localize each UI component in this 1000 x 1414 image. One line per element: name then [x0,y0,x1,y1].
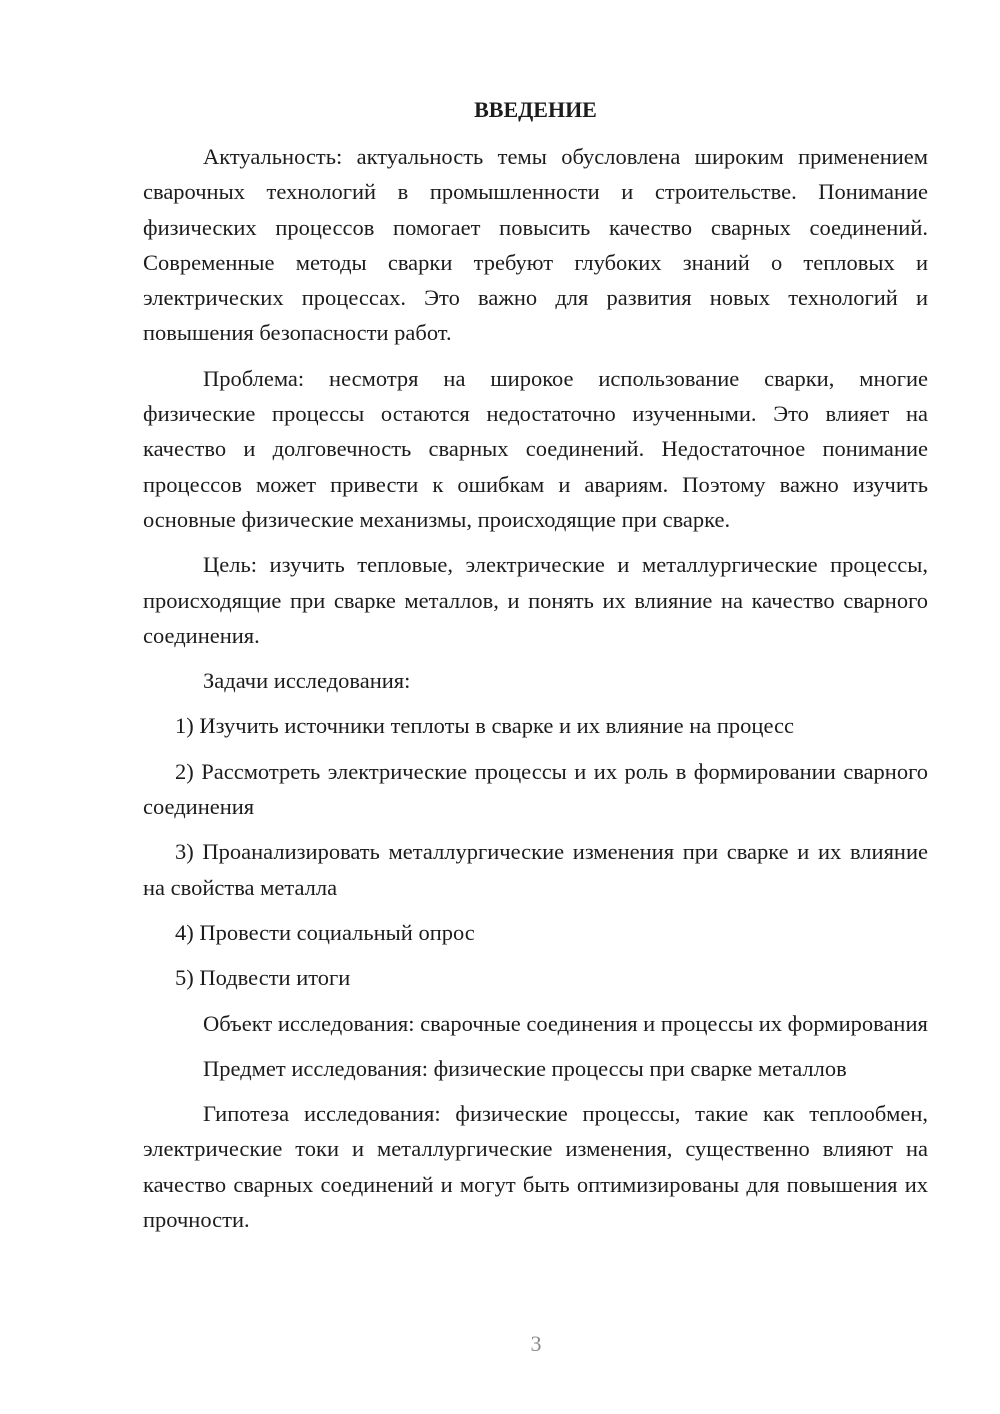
task-item: 2) Рассмотреть электрические процессы и их роль в формировании сварного соединения [143,758,928,820]
relevance-paragraph: Актуальность: актуальность темы обусловлена широким применением сварочных технологий в промышленности и строительстве. Понимание физических процессов помогает повысить качество сварных соединений. Современные методы сварки требуют глубоких знаний о тепловых и электрических процессах. Это важно для развития новых технологий и повышения безопасности работ. [143,144,928,346]
problem-paragraph: Проблема: несмотря на широкое использование сварки, многие физические процессы остаются недостаточно изученными. Это влияет на качество и долговечность сварных соединений. Недостаточное понимание процессов может привести к ошибкам и авариям. Поэтому важно изучить основные физические механизмы, происходящие при сварке. [143,365,928,532]
task-item: 1) Изучить источники теплоты в сварке и их влияние на процесс [175,713,794,739]
goal-paragraph: Цель: изучить тепловые, электрические и металлургические процессы, происходящие при сварке металлов, и понять их влияние на качество сварного соединения. [143,552,928,648]
document-page [143,95,928,1247]
section-title: ВВЕДЕНИЕ [474,97,597,122]
tasks-heading: Задачи исследования: [203,668,411,694]
subject-paragraph: Предмет исследования: физические процессы при сварке металлов [203,1055,847,1081]
hypothesis-paragraph: Гипотеза исследования: физические процессы, такие как теплообмен, электрические токи и металлургические изменения, существенно влияют на качество сварных соединений и могут быть оптимизированы для повышения их прочности. [143,1101,928,1233]
task-item: 5) Подвести итоги [175,965,351,991]
task-item: 4) Провести социальный опрос [175,919,475,945]
task-item: 3) Проанализировать металлургические изменения при сварке и их влияние на свойства металла [143,839,928,900]
object-paragraph: Объект исследования: сварочные соединения и процессы их формирования [203,1010,928,1036]
page-number: 3 [530,1331,542,1356]
